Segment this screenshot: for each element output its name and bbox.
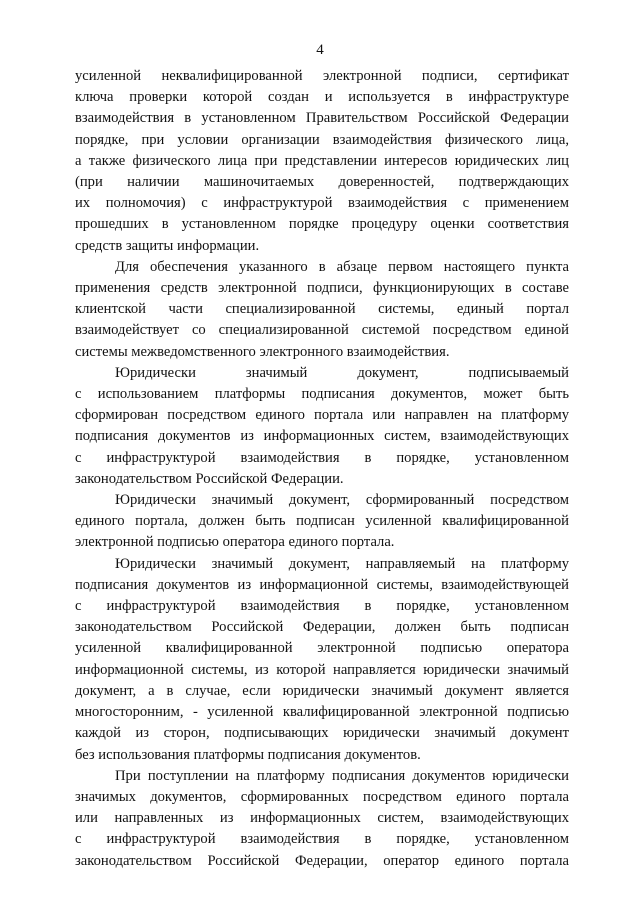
text-line: их полномочия) с инфраструктурой взаимодействия с применением <box>75 195 569 212</box>
paragraph <box>75 490 569 554</box>
text-line: взаимодействия в установленном Правительством Российской Федерации <box>75 110 569 127</box>
text-line: информационной системы, из которой направляется юридически значимый <box>75 661 569 678</box>
text-line: подписания документов из информационной системы, взаимодействующей <box>75 576 569 593</box>
text-line: единого портала, должен быть подписан усиленной квалифицированной <box>75 513 569 530</box>
paragraph <box>75 66 569 257</box>
text-line: порядке, при условии организации взаимодействия физического лица, <box>75 131 569 148</box>
text-line: системы межведомственного электронного взаимодействия. <box>75 343 450 360</box>
page-number: 4 <box>316 42 324 58</box>
text-line: значимых документов, сформированных посредством единого портала <box>75 788 569 805</box>
text-line: или направленных из информационных систем, взаимодействующих <box>75 810 569 827</box>
paragraph <box>75 363 569 490</box>
paragraph <box>75 554 569 766</box>
text-line: Для обеспечения указанного в абзаце первом настоящего пункта <box>115 258 569 275</box>
text-line: усиленной неквалифицированной электронной подписи, сертификат <box>75 68 569 84</box>
text-line: (при наличии машиночитаемых доверенностей, подтверждающих <box>75 174 569 191</box>
document-body <box>75 66 569 872</box>
text-line: законодательством Российской Федерации, должен быть подписан <box>75 619 569 636</box>
text-line: прошедших в установленном порядке процедуру оценки соответствия <box>75 216 569 233</box>
text-line: применения средств электронной подписи, функционирующих в составе <box>75 280 569 297</box>
text-line: Юридически значимый документ, направляемый на платформу <box>115 555 569 572</box>
paragraph <box>75 257 569 363</box>
text-line: электронной подписью оператора единого портала. <box>75 534 395 551</box>
paragraph <box>75 766 569 872</box>
text-line: ключа проверки которой создан и используется в инфраструктуре <box>75 89 569 106</box>
text-line: с использованием платформы подписания документов, может быть <box>75 386 569 403</box>
text-line: взаимодействует со специализированной системой посредством единой <box>75 322 569 339</box>
text-line: а также физического лица при представлении интересов юридических лиц <box>75 152 569 169</box>
text-line: с инфраструктурой взаимодействия в порядке, установленном <box>75 598 569 615</box>
text-line: с инфраструктурой взаимодействия в порядке, установленном <box>75 831 569 848</box>
text-line: законодательством Российской Федерации, оператор единого портала <box>75 852 569 869</box>
text-line: с инфраструктурой взаимодействия в порядке, установленном <box>75 449 569 466</box>
text-line: средств защиты информации. <box>75 237 260 254</box>
text-line: документ, а в случае, если юридически значимый документ является <box>75 682 569 699</box>
text-line: усиленной квалифицированной электронной подписью оператора <box>75 640 569 657</box>
text-line: Юридически значимый документ, подписываемый <box>115 364 569 381</box>
text-line: подписания документов из информационных систем, взаимодействующих <box>75 428 569 445</box>
text-line: многосторонним, - усиленной квалифицированной электронной подписью <box>75 704 569 721</box>
text-line: сформирован посредством единого портала или направлен на платформу <box>75 407 569 424</box>
text-line: При поступлении на платформу подписания документов юридически <box>115 767 569 784</box>
text-line: без использования платформы подписания документов. <box>75 746 421 763</box>
text-line: клиентской части специализированной системы, единый портал <box>75 301 569 318</box>
text-line: каждой из сторон, подписывающих юридически значимый документ <box>75 725 569 742</box>
text-line: Юридически значимый документ, сформированный посредством <box>115 492 569 509</box>
text-line: законодательством Российской Федерации. <box>75 470 344 487</box>
